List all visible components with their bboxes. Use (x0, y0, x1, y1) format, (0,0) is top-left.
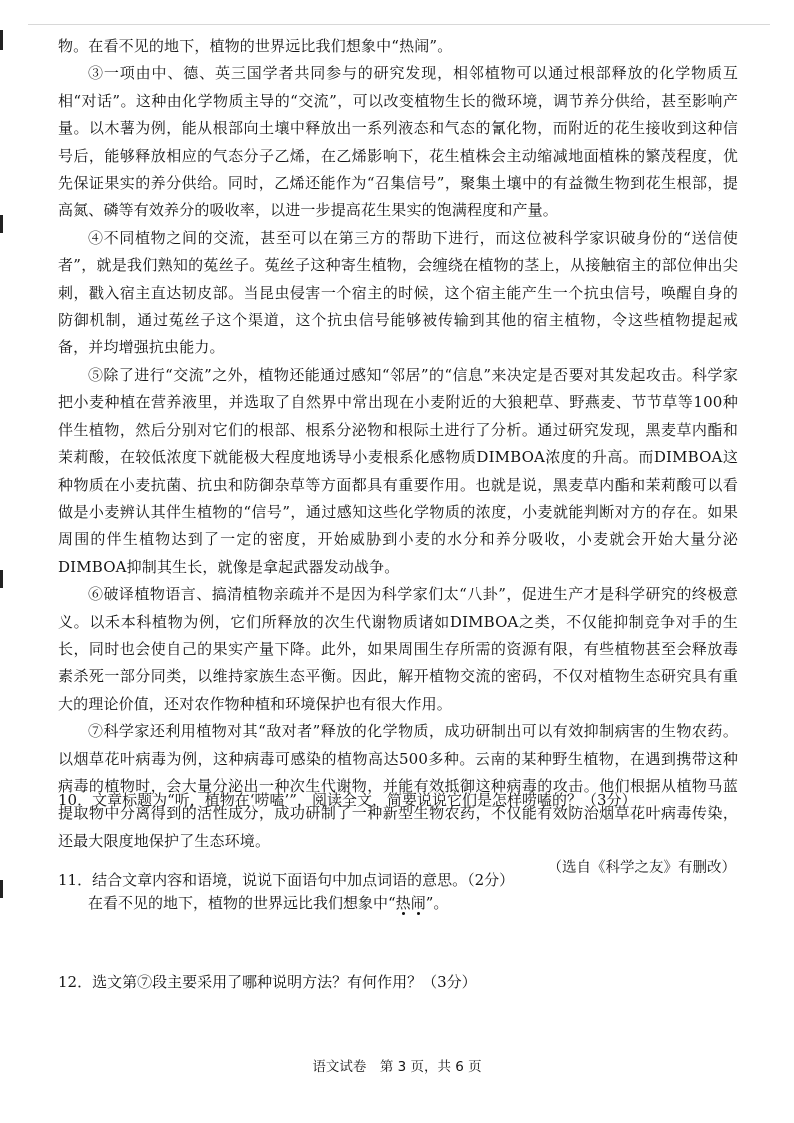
binding-mark (0, 30, 3, 50)
question-12: 12．选文第⑦段主要采用了哪种说明方法？有何作用？（3分） (58, 973, 477, 991)
paragraph-7: ⑦科学家还利用植物对其“敌对者”释放的化学物质，成功研制出可以有效抑制病害的生物农药。以烟草花叶病毒为例，这种病毒可感染的植物高达500多种。云南的某种野生植物，在遇到携带这种病毒的植物时，会大量分泌出一种次生代谢物，并能有效抵御这种病毒的攻击。他们根据从植物马蓝提取物中分离得到的活性成分，成功研制了一种新型生物农药，不仅能有效防治烟草花叶病毒传染，还最大限度地保护了生态环境。 (58, 722, 738, 850)
q11-sentence-before: 在看不见的地下，植物的世界远比我们想象中“ (88, 894, 396, 912)
paragraph-4: ④不同植物之间的交流，甚至可以在第三方的帮助下进行，而这位被科学家识破身份的“送信使者”，就是我们熟知的菟丝子。菟丝子这种寄生植物，会缠绕在植物的茎上，从接触宿主的部位伸出尖刺，戳入宿主直达韧皮部。当昆虫侵害一个宿主的时候，这个宿主能产生一个抗虫信号，唤醒自身的防御机制，通过菟丝子这个渠道，这个抗虫信号能够被传输到其他的宿主植物，令这些植物提起戒备，并均增强抗虫能力。 (58, 228, 738, 357)
question-11: 11．结合文章内容和语境，说说下面语句中加点词语的意思。（2分） (58, 871, 515, 889)
q11-sentence-after: ”。 (425, 894, 449, 912)
question-10: 10．文章标题为“听，植物在‘唠嗑’”，阅读全文，简要说说它们是怎样唠嗑的？（3分） (58, 791, 637, 809)
reading-passage (58, 33, 738, 882)
page-footer: 语文试卷 第 3 页，共 6 页 (312, 1059, 482, 1075)
dotted-char: 闹 (410, 894, 426, 912)
passage-intro-line: 物。在看不见的地下，植物的世界远比我们想象中“热闹”。 (58, 37, 453, 55)
binding-mark (0, 215, 3, 233)
dotted-char: 热 (395, 894, 411, 912)
binding-mark (0, 880, 3, 898)
paragraph-6: ⑥破译植物语言、搞清植物亲疏并不是因为科学家们太“八卦”，促进生产才是科学研究的终极意义。以禾本科植物为例，它们所释放的次生代谢物质诸如DIMBOA之类，不仅能抑制竞争对手的生长，同时也会使自己的果实产量下降。此外，如果周围生存所需的资源有限，有些植物甚至会释放毒素杀死一部分同类，以维持家族生态平衡。因此，解开植物交流的密码，不仅对植物生态研究具有重大的理论价值，还对农作物种植和环境保护也有很大作用。 (58, 585, 738, 713)
paragraph-3: ③一项由中、德、英三国学者共同参与的研究发现，相邻植物可以通过根部释放的化学物质互相“对话”。这种由化学物质主导的“交流”，可以改变植物生长的微环境，调节养分供给，甚至影响产量。以木薯为例，能从根部向土壤中释放出一系列液态和气态的氰化物，而附近的花生接收到这种信号后，能够释放相应的气态分子乙烯，在乙烯影响下，花生植株会主动缩减地面植株的繁茂程度，优先保证果实的养分供给。同时，乙烯还能作为“召集信号”，聚集土壤中的有益微生物到花生根部，提高氮、磷等有效养分的吸收率，以进一步提高花生果实的饱满程度和产量。 (58, 64, 738, 220)
paragraph-5: ⑤除了进行“交流”之外，植物还能通过感知“邻居”的“信息”来决定是否要对其发起攻击。科学家把小麦种植在营养液里，并选取了自然界中常出现在小麦附近的大狼耙草、野燕麦、节节草等100种伴生植物，然后分别对它们的根部、根系分泌物和根际土进行了分析。通过研究发现，黑麦草内酯和茉莉酸，在较低浓度下就能极大程度地诱导小麦根系化感物质DIMBOA浓度的升高。而DIMBOA这种物质在小麦抗菌、抗虫和防御杂草等方面都具有重要作用。也就是说，黑麦草内酯和茉莉酸可以看做是小麦辨认其伴生植物的“信号”，通过感知这些化学物质的浓度，小麦就能判断对方的存在。如果周围的伴生植物达到了一定的密度，开始威胁到小麦的水分和养分吸收，小麦就会开始大量分泌DIMBOA抑制其生长，就像是拿起武器发动战争。 (58, 365, 738, 576)
top-divider (28, 24, 770, 25)
source-citation: （选自《科学之友》有删改） (547, 860, 736, 877)
binding-mark (0, 570, 3, 588)
question-11-sentence (88, 891, 448, 915)
